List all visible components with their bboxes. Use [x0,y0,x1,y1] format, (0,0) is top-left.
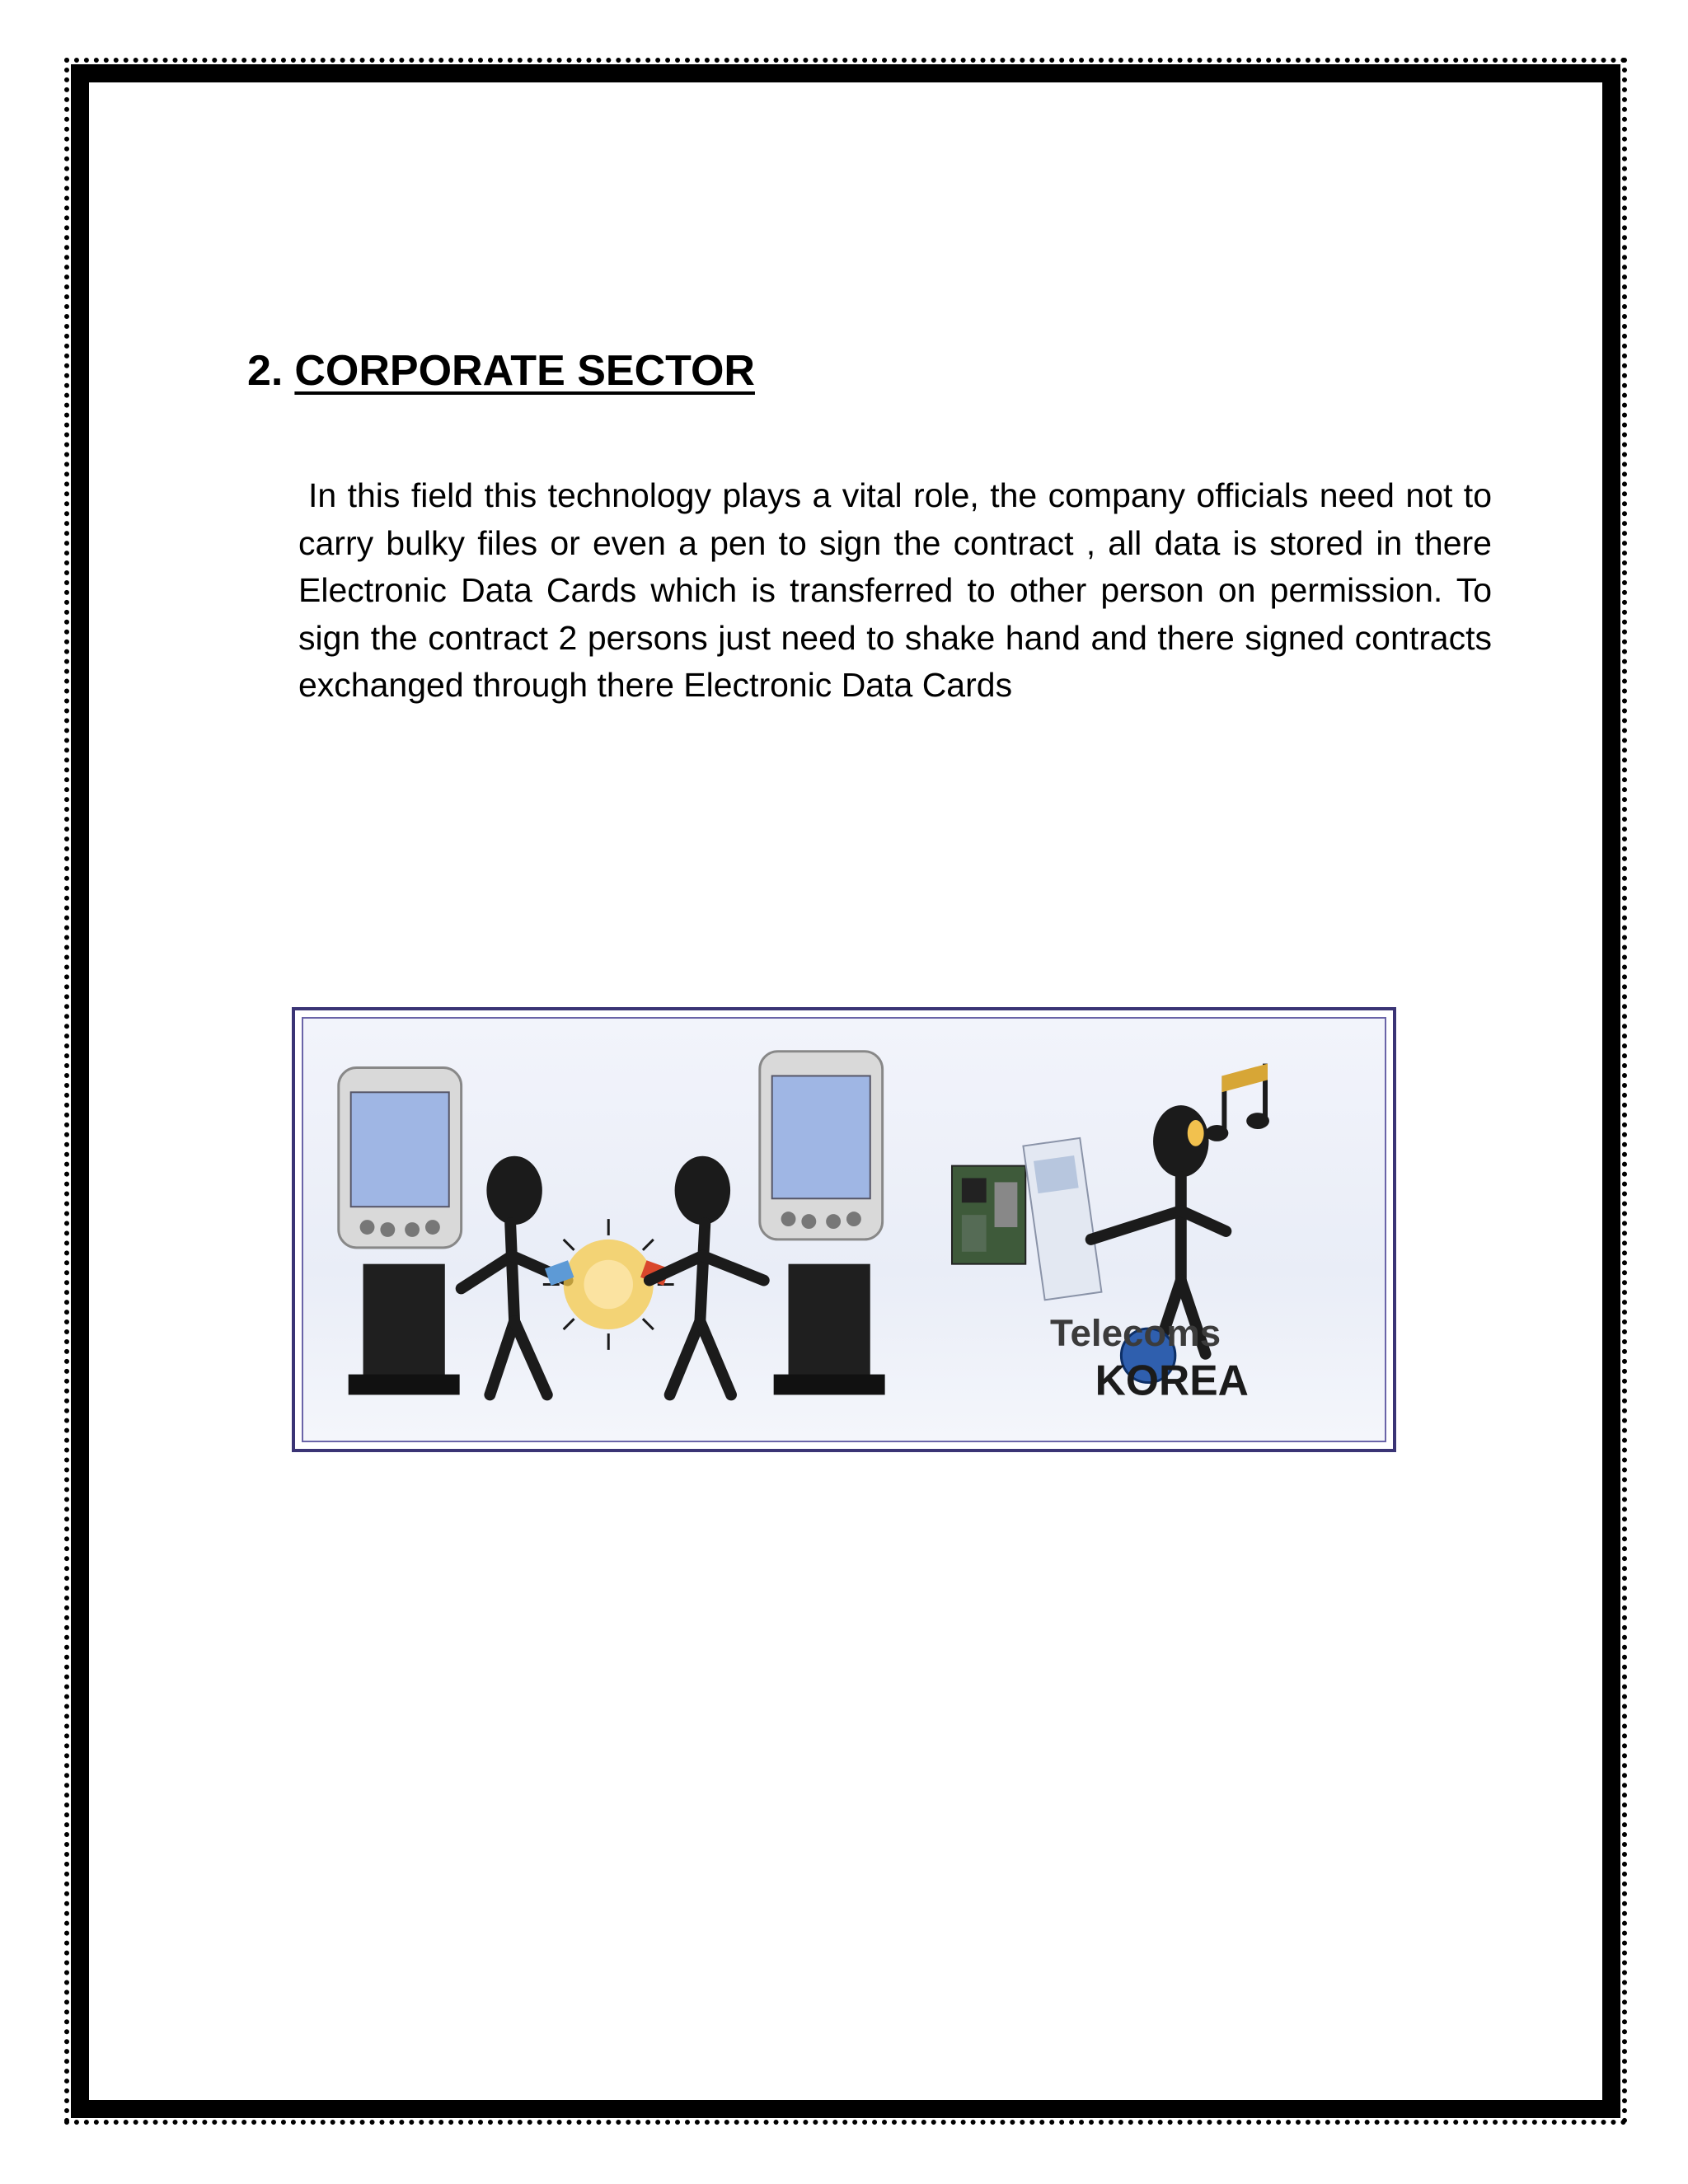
body-paragraph: In this field this technology plays a vital role, the company officials need not to carry bulky files or even a pen to sign the contract , all data is stored in there Electronic Data Cards which is transferred to other person on permission. To sign the contract 2 persons just need to shake hand and there signed contracts exchanged through there Electronic Data Cards [298,476,1492,704]
phone-icon [1188,1120,1204,1146]
section-heading [247,346,755,396]
right-pda-device [760,1052,885,1395]
data-card-icon [1023,1138,1101,1300]
illustration-figure [292,1007,1396,1452]
music-note-icon [1206,1064,1269,1141]
circuit-card-icon [952,1166,1025,1264]
right-person-figure [649,1156,764,1395]
section-number: 2. [247,347,284,395]
logo-line1: Telecoms [1050,1311,1221,1354]
handshake-illustration [303,1019,1385,1441]
telecoms-korea-logo [1050,1312,1249,1404]
section-title: CORPORATE SECTOR [294,347,755,395]
left-pda-device [339,1068,462,1395]
logo-line2: KOREA [1095,1356,1249,1404]
